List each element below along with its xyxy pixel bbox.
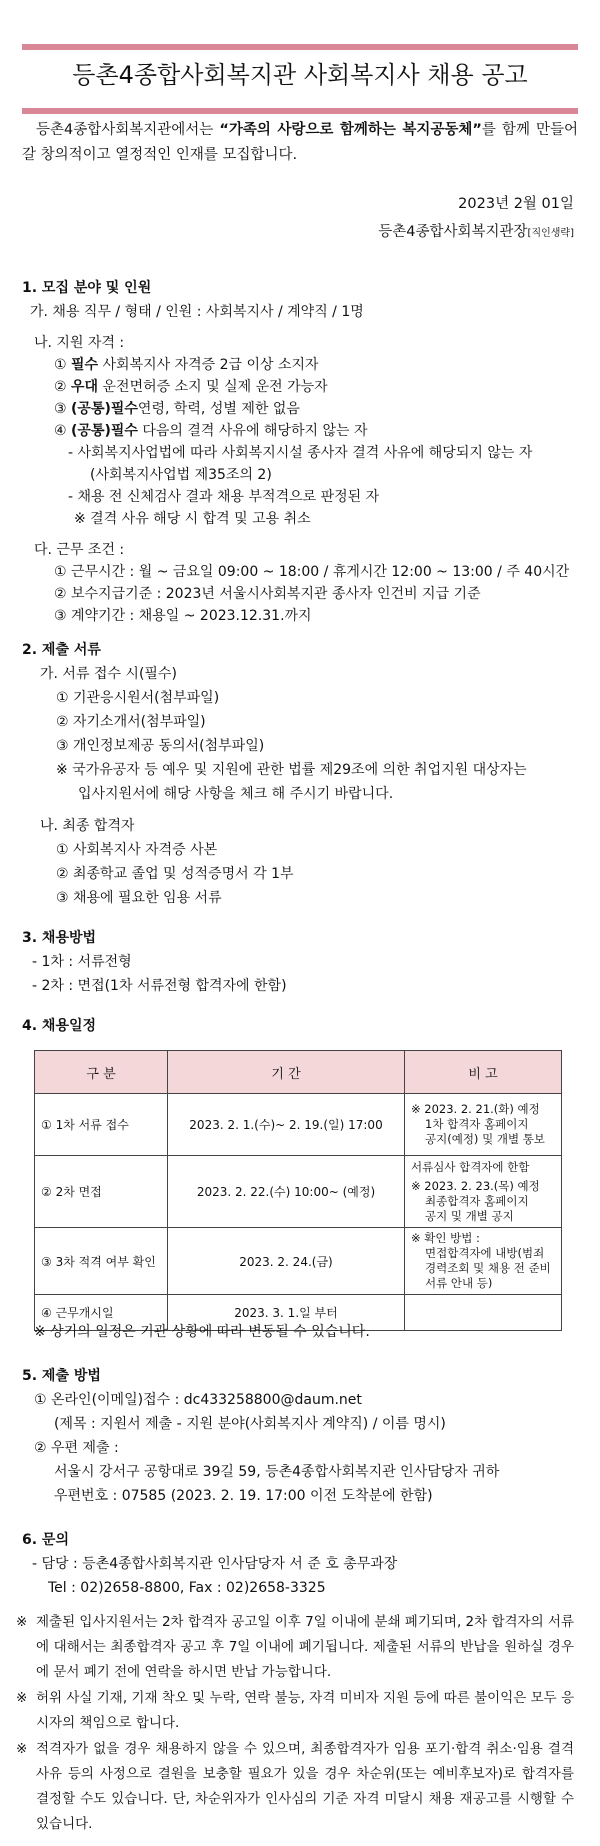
q4-bold: (공통)필수	[71, 423, 138, 439]
s1-sub-3: ※ 결격 사유 해당 시 합격 및 고용 취소	[74, 511, 311, 527]
s2-final-3: ③ 채용에 필요한 임용 서류	[56, 890, 222, 906]
stage-cell: ② 2차 면접	[35, 1156, 168, 1228]
s1-qual-1	[54, 355, 319, 375]
period-cell: 2023. 2. 22.(수) 10:00~ (예정)	[168, 1156, 405, 1228]
q3-num: ③	[54, 401, 67, 417]
s6-tel-fax: Tel : 02)2658-8800, Fax : 02)2658-3325	[48, 1580, 326, 1596]
s2-final-1: ① 사회복지사 자격증 사본	[56, 842, 218, 858]
note-mark: ※	[16, 1690, 28, 1706]
s1-sub-1: - 사회복지사업법에 따라 사회복지시설 종사자 결격 사유에 해당되지 않는 자	[68, 445, 533, 461]
period-cell: 2023. 2. 24.(금)	[168, 1228, 405, 1295]
q2-text: 운전면허증 소지 및 실제 운전 가능자	[98, 379, 328, 395]
intro-pre: 등촌4종합사회복지관에서는	[36, 122, 220, 138]
section6-heading: 6. 문의	[22, 1532, 69, 1548]
intro-paragraph	[22, 118, 578, 168]
section1-heading: 1. 모집 분야 및 인원	[22, 280, 152, 296]
title-top-bar	[22, 44, 578, 50]
title-bottom-bar	[22, 108, 578, 114]
note-line: 공지(예정) 및 개별 통보	[425, 1132, 545, 1146]
col-header-stage: 구 분	[35, 1051, 168, 1094]
s1-qual-2	[54, 377, 328, 397]
s5-address: 서울시 강서구 공항대로 39길 59, 등촌4종합사회복지관 인사담당자 귀하	[54, 1464, 500, 1480]
col-header-note: 비 고	[405, 1051, 562, 1094]
stage-cell: ① 1차 서류 접수	[35, 1094, 168, 1156]
table-row	[35, 1228, 562, 1295]
s1-cond-3: ③ 계약기간 : 채용일 ~ 2023.12.31.까지	[54, 608, 312, 624]
s1-cond-2: ② 보수지급기준 : 2023년 서울시사회복지관 종사자 인건비 지급 기준	[54, 586, 481, 602]
s6-contact: - 담당 : 등촌4종합사회복지관 인사담당자 서 준 호 총무과장	[32, 1556, 398, 1572]
s3-method-2: - 2차 : 면접(1차 서류전형 합격자에 한함)	[32, 978, 287, 994]
s2-final-title: 나. 최종 합격자	[40, 818, 135, 834]
section4-heading: 4. 채용일정	[22, 1018, 97, 1034]
q4-text: 다음의 결격 사유에 해당하지 않는 자	[137, 423, 368, 439]
s2-doc-4b: 입사지원서에 해당 사항을 체크 해 주시기 바랍니다.	[78, 786, 394, 802]
intro-post: 를 함께 만들어 갈 창의적이고 열정적인 인재를 모집합니다.	[22, 122, 578, 163]
s3-method-1: - 1차 : 서류전형	[32, 954, 132, 970]
note-cell	[405, 1228, 562, 1295]
section5-heading: 5. 제출 방법	[22, 1368, 101, 1384]
s1-qual-title: 나. 지원 자격 :	[34, 335, 125, 351]
note-mark: ※	[16, 1741, 28, 1757]
s1-job-line: 가. 채용 직무 / 형태 / 인원 : 사회복지사 / 계약직 / 1명	[30, 304, 364, 320]
s2-doc-2: ② 자기소개서(첨부파일)	[56, 714, 206, 730]
seal-omitted: [직인생략]	[527, 228, 574, 239]
note-cell	[405, 1094, 562, 1156]
note-line: 면접합격자에 내방(범죄	[425, 1246, 545, 1260]
issuer-line	[378, 220, 574, 241]
intro-slogan: “가족의 사랑으로 함께하는 복지공동체”	[219, 122, 482, 138]
note-line: ※ 확인 방법 :	[411, 1231, 480, 1245]
note-line: 공지 및 개별 공지	[425, 1208, 514, 1223]
s1-sub-1b: (사회복지사업법 제35조의 2)	[90, 467, 272, 483]
note-line: 최종합격자 홈페이지	[425, 1193, 529, 1208]
note-text: 적격자가 없을 경우 채용하지 않을 수 있으며, 최종합격자가 임용 포기·합격 취소·임용 결격 사유 등의 사정으로 결원을 보충할 필요가 있을 경우 차순위(또는 예비후보자)로 합격자를 결정할 수도 있습니다. 단, 차순위자가 인사심의 기준 자격 미달시 채용 재공고를 시행할 수 있습니다.	[36, 1741, 574, 1832]
s5-post: ② 우편 제출 :	[34, 1440, 119, 1456]
s5-subject: (제목 : 지원서 제출 - 지원 분야(사회복지사 계약직) / 이름 명시)	[54, 1416, 446, 1432]
note-mark: ※	[16, 1614, 28, 1630]
note-paragraph	[16, 1686, 574, 1736]
s1-cond-1: ① 근무시간 : 월 ~ 금요일 09:00 ~ 18:00 / 휴게시간 12:00 ~ 13:00 / 주 40시간	[54, 564, 570, 580]
s1-cond-title: 다. 근무 조건 :	[34, 542, 125, 558]
q3-text: 연령, 학력, 성별 제한 없음	[137, 401, 300, 417]
q2-bold: 우대	[71, 379, 99, 395]
note-line: 1차 합격자 홈페이지	[425, 1117, 529, 1131]
notice-date: 2023년 2월 01일	[458, 196, 574, 212]
table-row	[35, 1094, 562, 1156]
section2-heading: 2. 제출 서류	[22, 642, 101, 658]
s5-online: ① 온라인(이메일)접수 : dc433258800@daum.net	[34, 1392, 362, 1408]
s1-sub-2: - 채용 전 신체검사 결과 채용 부적격으로 판정된 자	[68, 489, 380, 505]
note-paragraph	[16, 1610, 574, 1685]
q1-num: ①	[54, 357, 67, 373]
issuer-name: 등촌4종합사회복지관장	[378, 224, 528, 240]
q3-bold: (공통)필수	[71, 401, 138, 417]
q2-num: ②	[54, 379, 67, 395]
period-cell: 2023. 2. 1.(수)~ 2. 19.(일) 17:00	[168, 1094, 405, 1156]
table-row	[35, 1156, 562, 1228]
schedule-header-row	[35, 1051, 562, 1094]
section3-heading: 3. 채용방법	[22, 930, 97, 946]
s2-doc-4a: ※ 국가유공자 등 예우 및 지원에 관한 법률 제29조에 의한 취업지원 대상자는	[56, 762, 527, 778]
q4-num: ④	[54, 423, 67, 439]
note-line: 서류 안내 등)	[425, 1276, 493, 1290]
q1-bold: 필수	[71, 357, 99, 373]
page-title: 등촌4종합사회복지관 사회복지사 채용 공고	[72, 61, 528, 89]
s2-doc-1: ① 기관응시원서(첨부파일)	[56, 690, 220, 706]
schedule-table	[34, 1050, 562, 1331]
s1-qual-3	[54, 399, 300, 419]
s2-doc-3: ③ 개인정보제공 동의서(첨부파일)	[56, 738, 265, 754]
stage-cell: ③ 3차 적격 여부 확인	[35, 1228, 168, 1295]
col-header-period: 기 간	[168, 1051, 405, 1094]
note-text: 제출된 입사지원서는 2차 합격자 공고일 이후 7일 이내에 분쇄 폐기되며, 2차 합격자의 서류에 대해서는 최종합격자 공고 후 7일 이내에 폐기됩니다. 제출된 서류의 반납을 원하실 경우에 문서 폐기 전에 연락을 하시면 반납 가능합니다.	[36, 1614, 574, 1680]
note-line: 서류심사 합격자에 한함	[411, 1159, 530, 1174]
s5-zip: 우편번호 : 07585 (2023. 2. 19. 17:00 이전 도착분에 한함)	[54, 1488, 433, 1504]
schedule-footnote: ※ 상기의 일정은 기관 상황에 따라 변동될 수 있습니다.	[34, 1324, 370, 1340]
note-cell	[405, 1295, 562, 1331]
note-paragraph	[16, 1737, 574, 1837]
note-line: 경력조회 및 채용 전 준비	[425, 1261, 551, 1275]
note-line: ※ 2023. 2. 23.(목) 예정	[411, 1178, 540, 1193]
q1-text: 사회복지사 자격증 2급 이상 소지자	[98, 357, 319, 373]
s2-final-2: ② 최종학교 졸업 및 성적증명서 각 1부	[56, 866, 294, 882]
note-line: ※ 2023. 2. 21.(화) 예정	[411, 1102, 540, 1116]
s2-docs-title: 가. 서류 접수 시(필수)	[40, 666, 177, 682]
s1-qual-4	[54, 421, 367, 441]
note-text: 허위 사실 기재, 기재 착오 및 누락, 연락 불능, 자격 미비자 지원 등에 따른 불이익은 모두 응시자의 책임으로 합니다.	[36, 1690, 574, 1731]
note-cell	[405, 1156, 562, 1228]
period-cell: 2023. 3. 1.일 부터	[168, 1295, 405, 1331]
stage-cell: ④ 근무개시일	[35, 1295, 168, 1331]
